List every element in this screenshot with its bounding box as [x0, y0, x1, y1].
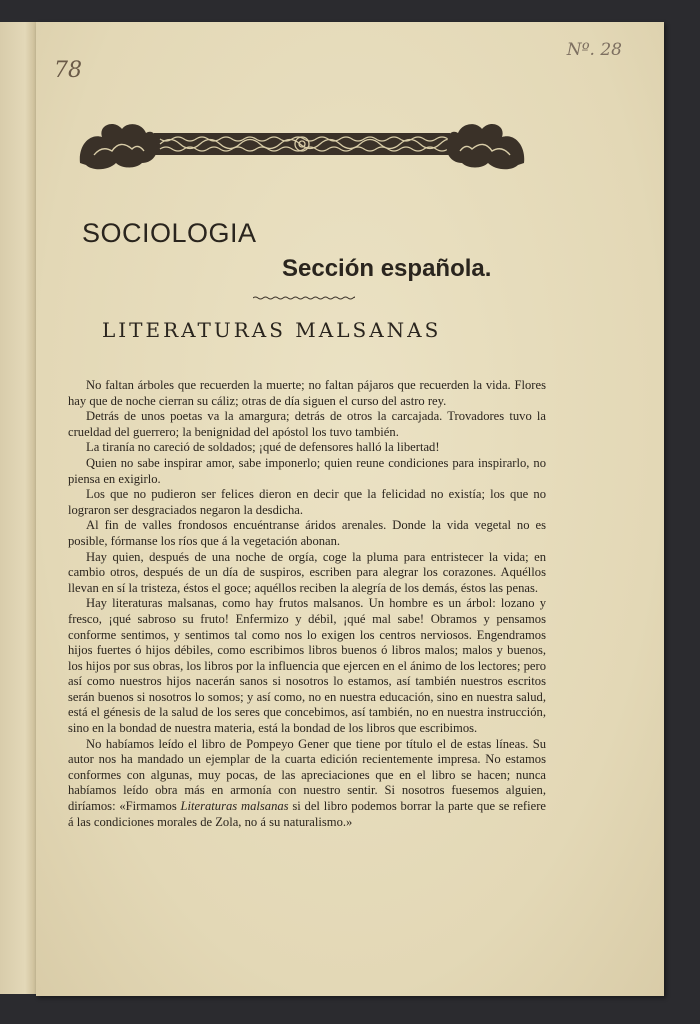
paragraph-5: Los que no pudieron ser felices dieron en decir que la felicidad no existía; los que no lograron ser desgraciados negaron la desdicha.	[68, 487, 546, 517]
wavy-divider	[253, 296, 355, 300]
handwritten-page-number: 78	[54, 58, 82, 83]
paragraph-3: La tiranía no careció de soldados; ¡qué de defensores halló la libertad!	[86, 440, 440, 455]
adjacent-page-edge	[0, 22, 37, 994]
document-page	[36, 22, 664, 996]
paragraph-2: Detrás de unos poetas va la amargura; detrás de otros la carcajada. Trovadores tuvo la crueldad del guerrero; la benignidad del apóstol los tuvo también.	[68, 409, 546, 439]
paragraph-4: Quien no sabe inspirar amor, sabe imponerlo; quien reune condiciones para inspirarlo, no piensa en exigirlo.	[68, 455, 546, 486]
subsection-heading: Sección española.	[282, 255, 492, 282]
book-title-italic: Literaturas malsanas	[180, 799, 289, 814]
paragraph-9-start: No habíamos leído el libro de Pompeyo Gener que tiene por título el de estas líneas. Su autor nos ha mandado un ejemplar de la cuarta edición recientemente impresa. No estamos conformes con algunas, muy pocas, de las apreciaciones que en el libro se hacen; nunca habíamos leído obra más en armonía con nuestro sentir. Si nosotros fuesemos alguien, diríamos: «Firmamos	[68, 736, 546, 814]
handwritten-item-number: Nº. 28	[566, 40, 622, 60]
decorative-ornament-banner	[76, 115, 528, 173]
paragraph-7: Hay quien, después de una noche de orgía, coge la pluma para entristecer la vida; en cambio otros, después de un día de suspiros, escriben para alegrar los corazones. Aquéllos llevan en sí la tristeza, éstos el goce; aquéllos reciben la alegría de los demás, éstos las penas.	[68, 549, 546, 595]
article-body	[68, 378, 546, 830]
paragraph-9	[68, 737, 546, 831]
paragraph-8: Hay literaturas malsanas, como hay frutos malsanos. Un hombre es un árbol: lozano y fresco, ¡qué sabroso su fruto! Enfermizo y débil, ¡qué mal sabe! Obramos y pensamos conforme sentimos, y sentimos tal como nos lo exigen los centros nerviosos. Engendramos hijos fuertes ó hijos débiles, como escribimos libros buenos ó libros malos; malos y buenos, los hijos por sus obras, los libros por la influencia que ejercen en el ánimo de los lectores; pero así como nuestros hijos nacerán sanos si nosotros lo estamos, así también nuestros escritos serán buenos si nosotros lo somos; y así como, no en nuestra educación, sino en nuestra salud, está el génesis de la salud de los seres que concebimos, así también, no en nuestra instrucción, sino en la bondad de nuestra materia, está la bondad de los libros que escribimos.	[68, 596, 546, 736]
paragraph-1: No faltan árboles que recuerden la muerte; no faltan pájaros que recuerden la vida. Flores hay que de noche cierran su cáliz; otras de día siguen el curso del astro rey.	[68, 378, 546, 408]
section-heading: SOCIOLOGIA	[82, 218, 257, 248]
article-title: LITERATURAS MALSANAS	[102, 318, 442, 342]
paragraph-6: Al fin de valles frondosos encuéntranse áridos arenales. Donde la vida vegetal no es posible, fórmanse los ríos que á la vegetación abonan.	[68, 518, 546, 548]
paragraph-9-end: si del libro podemos borrar la parte que se refiere á las condiciones morales de Zola, no á su naturalismo.»	[68, 799, 546, 829]
